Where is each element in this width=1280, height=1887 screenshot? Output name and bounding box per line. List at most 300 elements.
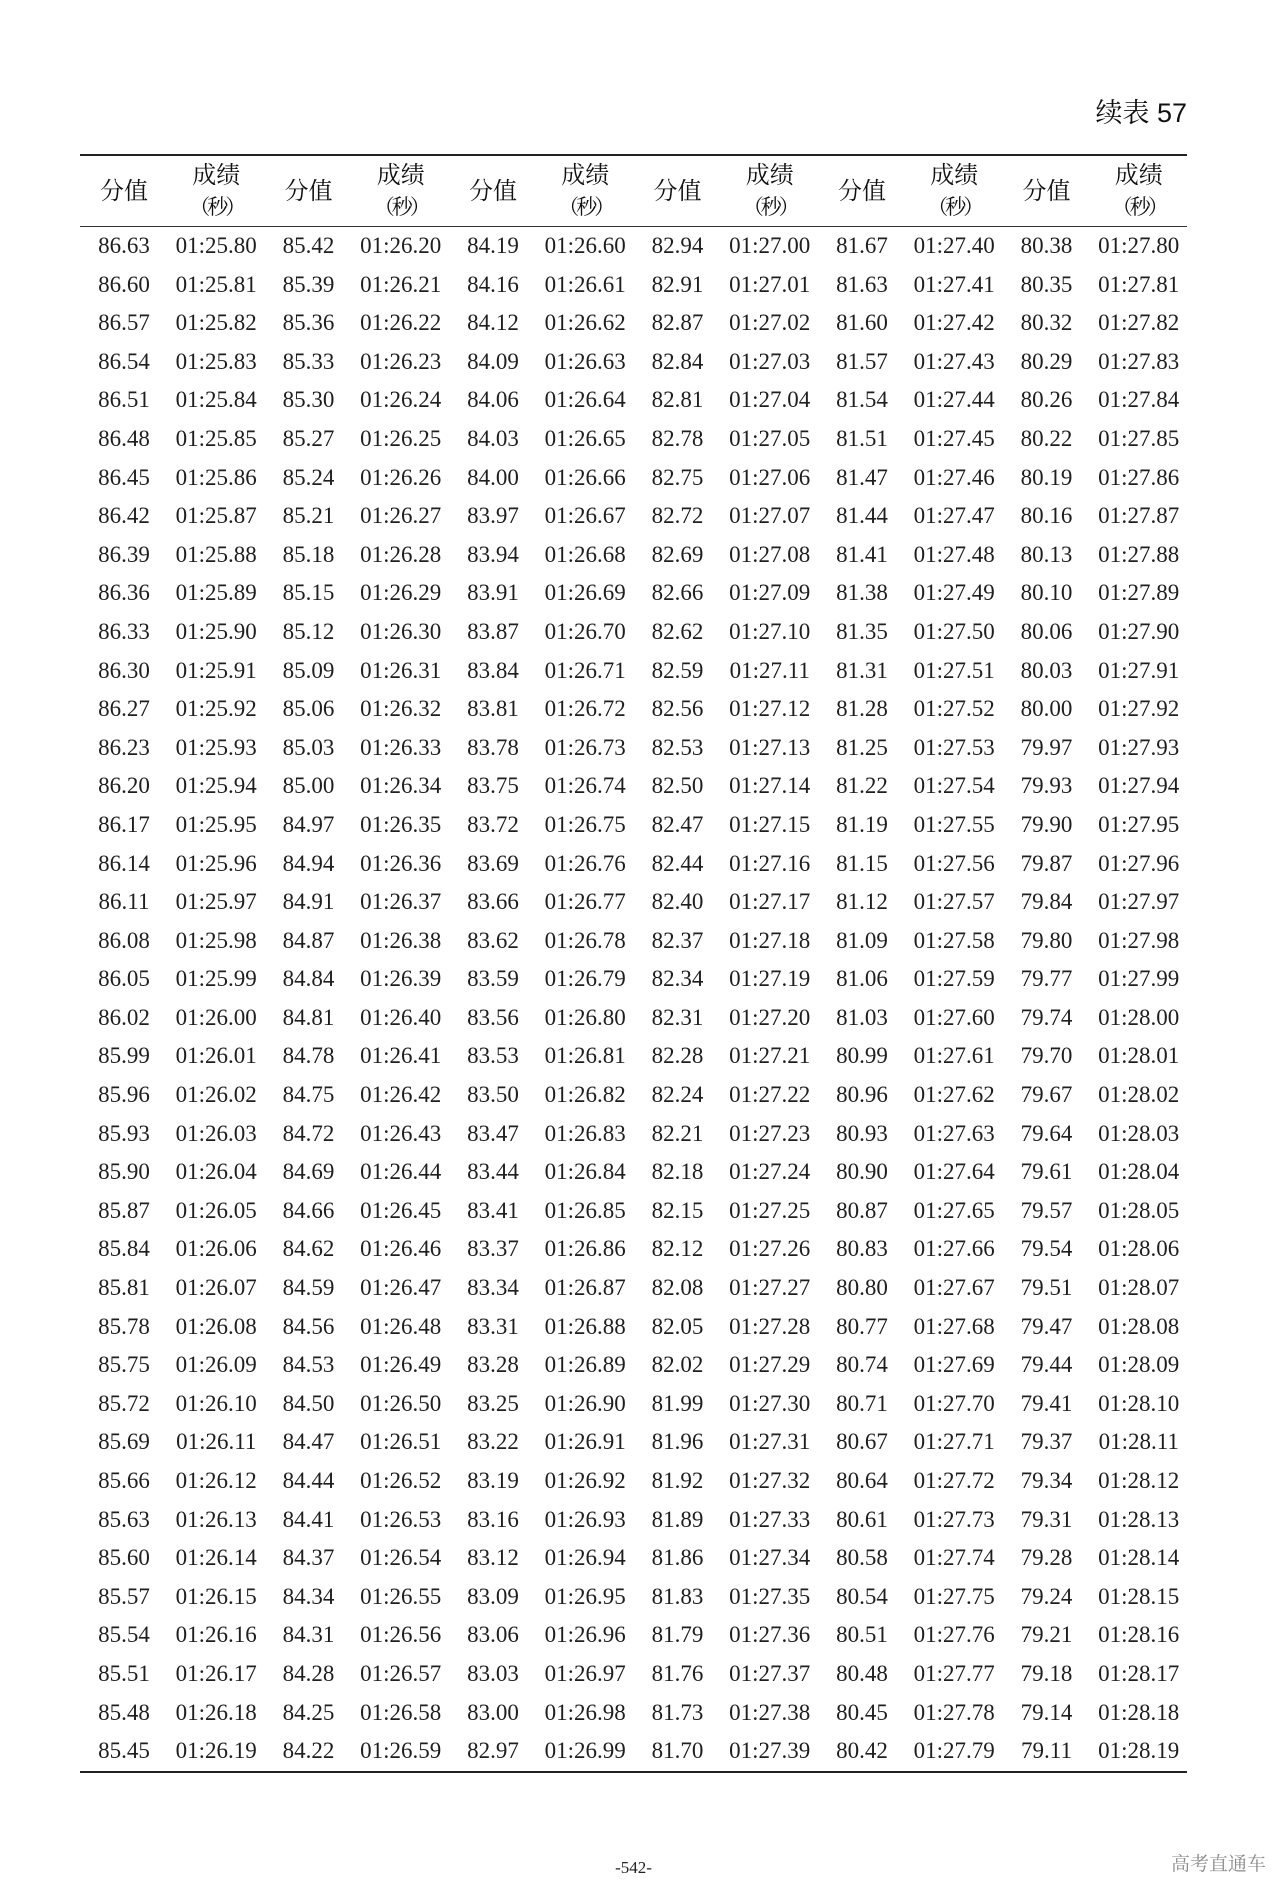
time-cell: 01:26.79 bbox=[544, 966, 626, 992]
time-cell: 01:26.35 bbox=[360, 811, 442, 837]
time-cell: 01:25.85 bbox=[175, 425, 257, 451]
score-cell: 84.66 bbox=[282, 1197, 335, 1223]
table-row bbox=[80, 652, 1187, 691]
time-cell: 01:27.34 bbox=[729, 1545, 811, 1571]
table-row bbox=[80, 1732, 1187, 1772]
score-cell: 79.74 bbox=[1020, 1004, 1073, 1030]
score-cell: 83.50 bbox=[467, 1082, 519, 1108]
score-cell: 82.44 bbox=[651, 850, 704, 876]
time-cell: 01:26.34 bbox=[360, 773, 442, 799]
table-row bbox=[80, 999, 1187, 1038]
score-cell: 79.93 bbox=[1020, 773, 1073, 799]
score-cell: 83.31 bbox=[467, 1313, 519, 1339]
time-cell: 01:26.43 bbox=[360, 1120, 442, 1146]
time-header-unit: （秒） bbox=[927, 195, 982, 219]
time-cell: 01:27.06 bbox=[729, 464, 811, 490]
time-cell: 01:26.82 bbox=[544, 1082, 626, 1108]
table-row bbox=[80, 1501, 1187, 1540]
score-cell: 80.83 bbox=[836, 1236, 888, 1262]
time-cell: 01:27.55 bbox=[913, 811, 995, 837]
score-cell: 86.51 bbox=[98, 387, 150, 413]
table-row bbox=[80, 883, 1187, 922]
time-cell: 01:27.76 bbox=[913, 1622, 995, 1648]
table-row bbox=[80, 922, 1187, 961]
time-cell: 01:25.98 bbox=[175, 927, 257, 953]
score-cell: 84.22 bbox=[265, 1732, 353, 1772]
time-cell: 01:26.95 bbox=[544, 1583, 626, 1609]
time-cell: 01:28.14 bbox=[1098, 1545, 1180, 1571]
score-cell: 81.19 bbox=[836, 811, 888, 837]
time-cell: 01:26.01 bbox=[175, 1043, 257, 1069]
score-cell: 85.99 bbox=[98, 1043, 150, 1069]
score-cell: 81.70 bbox=[634, 1732, 722, 1772]
time-cell: 01:26.14 bbox=[175, 1545, 257, 1571]
time-cell: 01:26.19 bbox=[168, 1732, 265, 1772]
time-cell: 01:27.82 bbox=[1098, 310, 1180, 336]
score-cell: 80.54 bbox=[836, 1583, 888, 1609]
time-cell: 01:26.62 bbox=[544, 310, 626, 336]
time-cell: 01:27.09 bbox=[729, 580, 811, 606]
time-cell: 01:27.03 bbox=[729, 348, 811, 374]
score-cell: 79.80 bbox=[1020, 927, 1073, 953]
score-cell: 83.28 bbox=[467, 1352, 519, 1378]
table-row bbox=[80, 1230, 1187, 1269]
time-cell: 01:25.94 bbox=[175, 773, 257, 799]
time-cell: 01:26.08 bbox=[175, 1313, 257, 1339]
score-cell: 84.41 bbox=[282, 1506, 335, 1532]
time-cell: 01:26.86 bbox=[544, 1236, 626, 1262]
score-cell: 79.84 bbox=[1020, 889, 1073, 915]
score-cell: 84.44 bbox=[282, 1468, 335, 1493]
time-cell: 01:26.88 bbox=[544, 1313, 626, 1339]
score-cell: 81.83 bbox=[651, 1583, 704, 1609]
time-cell: 01:26.26 bbox=[360, 464, 442, 490]
score-cell: 79.51 bbox=[1020, 1275, 1073, 1301]
score-cell: 84.69 bbox=[282, 1159, 335, 1185]
time-cell: 01:26.93 bbox=[544, 1506, 626, 1532]
time-header bbox=[722, 155, 819, 227]
score-cell: 83.44 bbox=[467, 1159, 519, 1185]
score-cell: 79.14 bbox=[1020, 1699, 1073, 1725]
score-header: 分值 bbox=[265, 155, 353, 227]
time-cell: 01:27.93 bbox=[1098, 734, 1180, 760]
score-cell: 82.47 bbox=[651, 811, 704, 837]
time-cell: 01:28.03 bbox=[1098, 1120, 1180, 1146]
time-cell: 01:27.36 bbox=[729, 1622, 811, 1648]
score-cell: 83.41 bbox=[467, 1197, 519, 1223]
score-cell: 80.67 bbox=[836, 1429, 888, 1455]
time-cell: 01:27.31 bbox=[729, 1429, 811, 1455]
score-cell: 85.30 bbox=[282, 387, 335, 413]
time-cell: 01:26.84 bbox=[544, 1159, 626, 1185]
table-row bbox=[80, 1385, 1187, 1424]
time-cell: 01:25.97 bbox=[175, 889, 257, 915]
time-cell: 01:26.33 bbox=[360, 734, 442, 760]
time-header-label: 成绩 bbox=[192, 161, 241, 189]
score-cell: 80.19 bbox=[1020, 464, 1073, 490]
time-cell: 01:27.66 bbox=[913, 1236, 995, 1262]
table-row bbox=[80, 767, 1187, 806]
score-cell: 80.06 bbox=[1020, 618, 1073, 644]
score-cell: 84.87 bbox=[282, 927, 335, 953]
score-cell: 83.59 bbox=[467, 966, 519, 992]
score-cell: 79.18 bbox=[1020, 1660, 1073, 1686]
time-cell: 01:26.07 bbox=[175, 1275, 257, 1301]
table-row bbox=[80, 1616, 1187, 1655]
score-cell: 85.03 bbox=[282, 734, 335, 760]
score-cell: 86.14 bbox=[98, 850, 150, 876]
table-row bbox=[80, 304, 1187, 343]
time-header bbox=[906, 155, 1003, 227]
table-row bbox=[80, 1153, 1187, 1192]
table-row bbox=[80, 690, 1187, 729]
score-cell: 80.45 bbox=[836, 1699, 888, 1725]
time-cell: 01:27.07 bbox=[729, 503, 811, 529]
score-cell: 81.57 bbox=[836, 348, 888, 374]
score-cell: 81.54 bbox=[836, 387, 888, 413]
time-cell: 01:27.88 bbox=[1098, 541, 1180, 567]
score-cell: 84.09 bbox=[467, 348, 519, 374]
time-cell: 01:27.25 bbox=[729, 1197, 811, 1223]
time-cell: 01:25.92 bbox=[175, 696, 257, 722]
time-cell: 01:27.19 bbox=[729, 966, 811, 992]
time-header-unit: （秒） bbox=[189, 195, 244, 219]
score-cell: 83.09 bbox=[467, 1583, 519, 1609]
score-cell: 82.84 bbox=[651, 348, 704, 374]
score-cell: 84.62 bbox=[282, 1236, 335, 1262]
time-cell: 01:26.39 bbox=[360, 966, 442, 992]
time-cell: 01:27.61 bbox=[913, 1043, 995, 1069]
score-cell: 81.12 bbox=[836, 889, 888, 915]
score-cell: 85.81 bbox=[98, 1275, 150, 1301]
score-cell: 82.91 bbox=[651, 271, 704, 297]
time-cell: 01:27.08 bbox=[729, 541, 811, 567]
time-cell: 01:27.33 bbox=[729, 1506, 811, 1532]
score-cell: 85.60 bbox=[98, 1545, 150, 1571]
score-cell: 80.48 bbox=[836, 1660, 888, 1686]
score-cell: 79.44 bbox=[1020, 1352, 1073, 1378]
score-cell: 86.30 bbox=[98, 657, 150, 683]
score-cell: 85.72 bbox=[98, 1390, 150, 1416]
time-cell: 01:26.96 bbox=[544, 1622, 626, 1648]
time-cell: 01:26.54 bbox=[360, 1545, 442, 1571]
time-header bbox=[353, 155, 450, 227]
score-cell: 85.57 bbox=[98, 1583, 150, 1609]
time-cell: 01:26.15 bbox=[175, 1583, 257, 1609]
time-cell: 01:28.09 bbox=[1098, 1352, 1180, 1378]
time-cell: 01:26.17 bbox=[175, 1660, 257, 1686]
score-cell: 84.97 bbox=[282, 811, 335, 837]
score-cell: 86.42 bbox=[98, 503, 150, 529]
time-cell: 01:26.20 bbox=[360, 233, 442, 258]
time-cell: 01:28.18 bbox=[1098, 1699, 1180, 1725]
time-cell: 01:27.16 bbox=[729, 850, 811, 876]
time-cell: 01:27.32 bbox=[729, 1468, 811, 1493]
score-cell: 82.69 bbox=[651, 541, 704, 567]
time-cell: 01:27.45 bbox=[913, 425, 995, 451]
time-cell: 01:27.05 bbox=[729, 425, 811, 451]
time-cell: 01:26.16 bbox=[175, 1622, 257, 1648]
time-cell: 01:26.85 bbox=[544, 1197, 626, 1223]
time-cell: 01:27.29 bbox=[729, 1352, 811, 1378]
score-cell: 81.86 bbox=[651, 1545, 704, 1571]
table-row bbox=[80, 227, 1187, 266]
time-cell: 01:26.45 bbox=[360, 1197, 442, 1223]
time-cell: 01:26.72 bbox=[544, 696, 626, 722]
score-cell: 85.66 bbox=[98, 1468, 150, 1493]
score-cell: 85.39 bbox=[282, 271, 335, 297]
score-cell: 83.16 bbox=[467, 1506, 519, 1532]
time-cell: 01:26.36 bbox=[360, 850, 442, 876]
score-cell: 82.66 bbox=[651, 580, 704, 606]
time-header-unit: （秒） bbox=[558, 195, 613, 219]
score-cell: 82.97 bbox=[449, 1732, 537, 1772]
table-row bbox=[80, 613, 1187, 652]
score-cell: 85.21 bbox=[282, 503, 335, 529]
score-cell: 85.51 bbox=[98, 1660, 150, 1686]
score-cell: 84.81 bbox=[282, 1004, 335, 1030]
time-cell: 01:28.12 bbox=[1098, 1468, 1180, 1493]
score-cell: 82.08 bbox=[651, 1275, 704, 1301]
score-cell: 85.06 bbox=[282, 696, 335, 722]
score-cell: 82.15 bbox=[651, 1197, 704, 1223]
score-cell: 82.12 bbox=[651, 1236, 704, 1262]
time-cell: 01:26.00 bbox=[175, 1004, 257, 1030]
time-cell: 01:27.40 bbox=[913, 233, 995, 258]
time-cell: 01:26.68 bbox=[544, 541, 626, 567]
time-cell: 01:27.70 bbox=[913, 1390, 995, 1416]
time-cell: 01:26.58 bbox=[360, 1699, 442, 1725]
time-cell: 01:27.95 bbox=[1098, 811, 1180, 837]
score-header: 分值 bbox=[449, 155, 537, 227]
time-cell: 01:26.81 bbox=[544, 1043, 626, 1069]
score-cell: 80.00 bbox=[1020, 696, 1073, 722]
table-row bbox=[80, 1308, 1187, 1347]
time-cell: 01:27.99 bbox=[1098, 966, 1180, 992]
score-cell: 82.18 bbox=[651, 1159, 704, 1185]
time-cell: 01:26.22 bbox=[360, 310, 442, 336]
time-cell: 01:25.82 bbox=[175, 310, 257, 336]
score-cell: 80.90 bbox=[836, 1159, 888, 1185]
table-row bbox=[80, 1269, 1187, 1308]
time-cell: 01:27.39 bbox=[722, 1732, 819, 1772]
time-cell: 01:26.87 bbox=[544, 1275, 626, 1301]
time-cell: 01:27.97 bbox=[1098, 889, 1180, 915]
time-cell: 01:25.81 bbox=[175, 271, 257, 297]
time-cell: 01:26.70 bbox=[544, 618, 626, 644]
time-cell: 01:26.76 bbox=[544, 850, 626, 876]
score-cell: 84.28 bbox=[282, 1660, 335, 1686]
score-cell: 83.81 bbox=[467, 696, 519, 722]
table-row bbox=[80, 1694, 1187, 1733]
score-cell: 84.34 bbox=[282, 1583, 335, 1609]
score-cell: 80.99 bbox=[836, 1043, 888, 1069]
time-cell: 01:25.87 bbox=[175, 503, 257, 529]
time-cell: 01:27.13 bbox=[729, 734, 811, 760]
time-cell: 01:26.27 bbox=[360, 503, 442, 529]
time-cell: 01:26.51 bbox=[360, 1429, 442, 1455]
score-cell: 80.77 bbox=[836, 1313, 888, 1339]
time-cell: 01:27.67 bbox=[913, 1275, 995, 1301]
score-cell: 85.33 bbox=[282, 348, 335, 374]
score-cell: 79.61 bbox=[1020, 1159, 1073, 1185]
score-cell: 86.60 bbox=[98, 271, 150, 297]
score-cell: 84.12 bbox=[467, 310, 519, 336]
score-cell: 79.31 bbox=[1020, 1506, 1073, 1532]
time-cell: 01:25.90 bbox=[175, 618, 257, 644]
time-cell: 01:26.69 bbox=[544, 580, 626, 606]
score-cell: 86.20 bbox=[98, 773, 150, 799]
time-cell: 01:26.89 bbox=[544, 1352, 626, 1378]
score-cell: 82.37 bbox=[651, 927, 704, 953]
table-row bbox=[80, 536, 1187, 575]
score-cell: 82.72 bbox=[651, 503, 704, 529]
score-cell: 86.45 bbox=[98, 464, 150, 490]
time-cell: 01:27.65 bbox=[913, 1197, 995, 1223]
score-cell: 82.53 bbox=[651, 734, 704, 760]
score-cell: 86.23 bbox=[98, 734, 150, 760]
time-cell: 01:26.97 bbox=[544, 1660, 626, 1686]
score-cell: 81.92 bbox=[651, 1468, 704, 1493]
score-cell: 80.64 bbox=[836, 1468, 888, 1493]
time-cell: 01:26.53 bbox=[360, 1506, 442, 1532]
score-cell: 83.19 bbox=[467, 1468, 519, 1493]
score-cell: 81.25 bbox=[836, 734, 888, 760]
table-row bbox=[80, 1037, 1187, 1076]
time-cell: 01:27.50 bbox=[913, 618, 995, 644]
score-cell: 80.58 bbox=[836, 1545, 888, 1571]
time-cell: 01:26.38 bbox=[360, 927, 442, 953]
score-cell: 86.05 bbox=[98, 966, 150, 992]
time-cell: 01:28.13 bbox=[1098, 1506, 1180, 1532]
time-cell: 01:25.86 bbox=[175, 464, 257, 490]
score-cell: 81.73 bbox=[651, 1699, 704, 1725]
time-cell: 01:27.57 bbox=[913, 889, 995, 915]
table-row bbox=[80, 806, 1187, 845]
score-cell: 79.97 bbox=[1020, 734, 1073, 760]
time-cell: 01:27.86 bbox=[1098, 464, 1180, 490]
score-cell: 85.96 bbox=[98, 1082, 150, 1108]
score-cell: 80.61 bbox=[836, 1506, 888, 1532]
time-cell: 01:27.22 bbox=[729, 1082, 811, 1108]
table-row bbox=[80, 1192, 1187, 1231]
time-cell: 01:26.73 bbox=[544, 734, 626, 760]
time-cell: 01:27.37 bbox=[729, 1660, 811, 1686]
score-cell: 82.02 bbox=[651, 1352, 704, 1378]
time-cell: 01:26.29 bbox=[360, 580, 442, 606]
score-cell: 82.75 bbox=[651, 464, 704, 490]
time-cell: 01:28.16 bbox=[1098, 1622, 1180, 1648]
time-cell: 01:27.48 bbox=[913, 541, 995, 567]
score-cell: 80.96 bbox=[836, 1082, 888, 1108]
score-cell: 84.19 bbox=[467, 233, 519, 258]
score-cell: 81.99 bbox=[651, 1390, 704, 1416]
score-cell: 80.35 bbox=[1020, 271, 1073, 297]
time-cell: 01:27.41 bbox=[913, 271, 995, 297]
score-cell: 86.48 bbox=[98, 425, 150, 451]
time-cell: 01:27.44 bbox=[913, 387, 995, 413]
time-cell: 01:27.53 bbox=[913, 734, 995, 760]
score-cell: 80.71 bbox=[836, 1390, 888, 1416]
time-cell: 01:26.32 bbox=[360, 696, 442, 722]
header-row bbox=[80, 155, 1187, 227]
time-cell: 01:27.58 bbox=[913, 927, 995, 953]
score-cell: 83.25 bbox=[467, 1390, 519, 1416]
table-row bbox=[80, 960, 1187, 999]
score-cell: 85.78 bbox=[98, 1313, 150, 1339]
score-cell: 80.87 bbox=[836, 1197, 888, 1223]
time-cell: 01:25.84 bbox=[175, 387, 257, 413]
score-cell: 82.56 bbox=[651, 696, 704, 722]
time-header bbox=[168, 155, 265, 227]
table-row bbox=[80, 1346, 1187, 1385]
score-cell: 82.24 bbox=[651, 1082, 704, 1108]
time-cell: 01:27.92 bbox=[1098, 696, 1180, 722]
score-cell: 83.53 bbox=[467, 1043, 519, 1069]
score-cell: 80.13 bbox=[1020, 541, 1073, 567]
time-cell: 01:26.21 bbox=[360, 271, 442, 297]
score-cell: 79.57 bbox=[1020, 1197, 1073, 1223]
time-cell: 01:27.90 bbox=[1098, 618, 1180, 644]
score-cell: 79.70 bbox=[1020, 1043, 1073, 1069]
score-cell: 82.40 bbox=[651, 889, 704, 915]
score-cell: 85.84 bbox=[98, 1236, 150, 1262]
table-row bbox=[80, 343, 1187, 382]
time-cell: 01:26.67 bbox=[544, 503, 626, 529]
time-cell: 01:26.92 bbox=[544, 1468, 626, 1493]
score-cell: 80.16 bbox=[1020, 503, 1073, 529]
score-cell: 82.50 bbox=[651, 773, 704, 799]
score-cell: 81.44 bbox=[836, 503, 888, 529]
time-cell: 01:27.94 bbox=[1098, 773, 1180, 799]
time-header bbox=[1091, 155, 1188, 227]
time-cell: 01:26.55 bbox=[360, 1583, 442, 1609]
time-cell: 01:26.98 bbox=[544, 1699, 626, 1725]
time-cell: 01:25.99 bbox=[175, 966, 257, 992]
table-row bbox=[80, 845, 1187, 884]
time-cell: 01:27.68 bbox=[913, 1313, 995, 1339]
time-cell: 01:26.44 bbox=[360, 1159, 442, 1185]
time-cell: 01:28.11 bbox=[1098, 1429, 1179, 1455]
time-cell: 01:25.83 bbox=[175, 348, 257, 374]
score-cell: 85.12 bbox=[282, 618, 335, 644]
score-cell: 80.32 bbox=[1020, 310, 1073, 336]
time-cell: 01:27.04 bbox=[729, 387, 811, 413]
time-cell: 01:26.06 bbox=[175, 1236, 257, 1262]
score-cell: 84.16 bbox=[467, 271, 519, 297]
time-cell: 01:26.47 bbox=[360, 1275, 442, 1301]
time-cell: 01:28.08 bbox=[1098, 1313, 1180, 1339]
score-cell: 85.09 bbox=[282, 657, 335, 683]
time-cell: 01:27.75 bbox=[913, 1583, 995, 1609]
score-cell: 84.78 bbox=[282, 1043, 335, 1069]
time-cell: 01:27.28 bbox=[729, 1313, 811, 1339]
time-cell: 01:28.06 bbox=[1098, 1236, 1180, 1262]
time-cell: 01:26.65 bbox=[544, 425, 626, 451]
score-cell: 79.64 bbox=[1020, 1120, 1073, 1146]
score-cell: 82.05 bbox=[651, 1313, 704, 1339]
score-cell: 81.15 bbox=[836, 850, 888, 876]
score-cell: 86.27 bbox=[98, 696, 150, 722]
table-row bbox=[80, 266, 1187, 305]
score-cell: 83.06 bbox=[467, 1622, 519, 1648]
time-cell: 01:27.69 bbox=[913, 1352, 995, 1378]
time-cell: 01:27.72 bbox=[913, 1468, 995, 1493]
score-cell: 79.77 bbox=[1020, 966, 1073, 992]
score-cell: 79.34 bbox=[1020, 1468, 1073, 1493]
score-cell: 83.78 bbox=[467, 734, 519, 760]
time-cell: 01:26.41 bbox=[360, 1043, 442, 1069]
